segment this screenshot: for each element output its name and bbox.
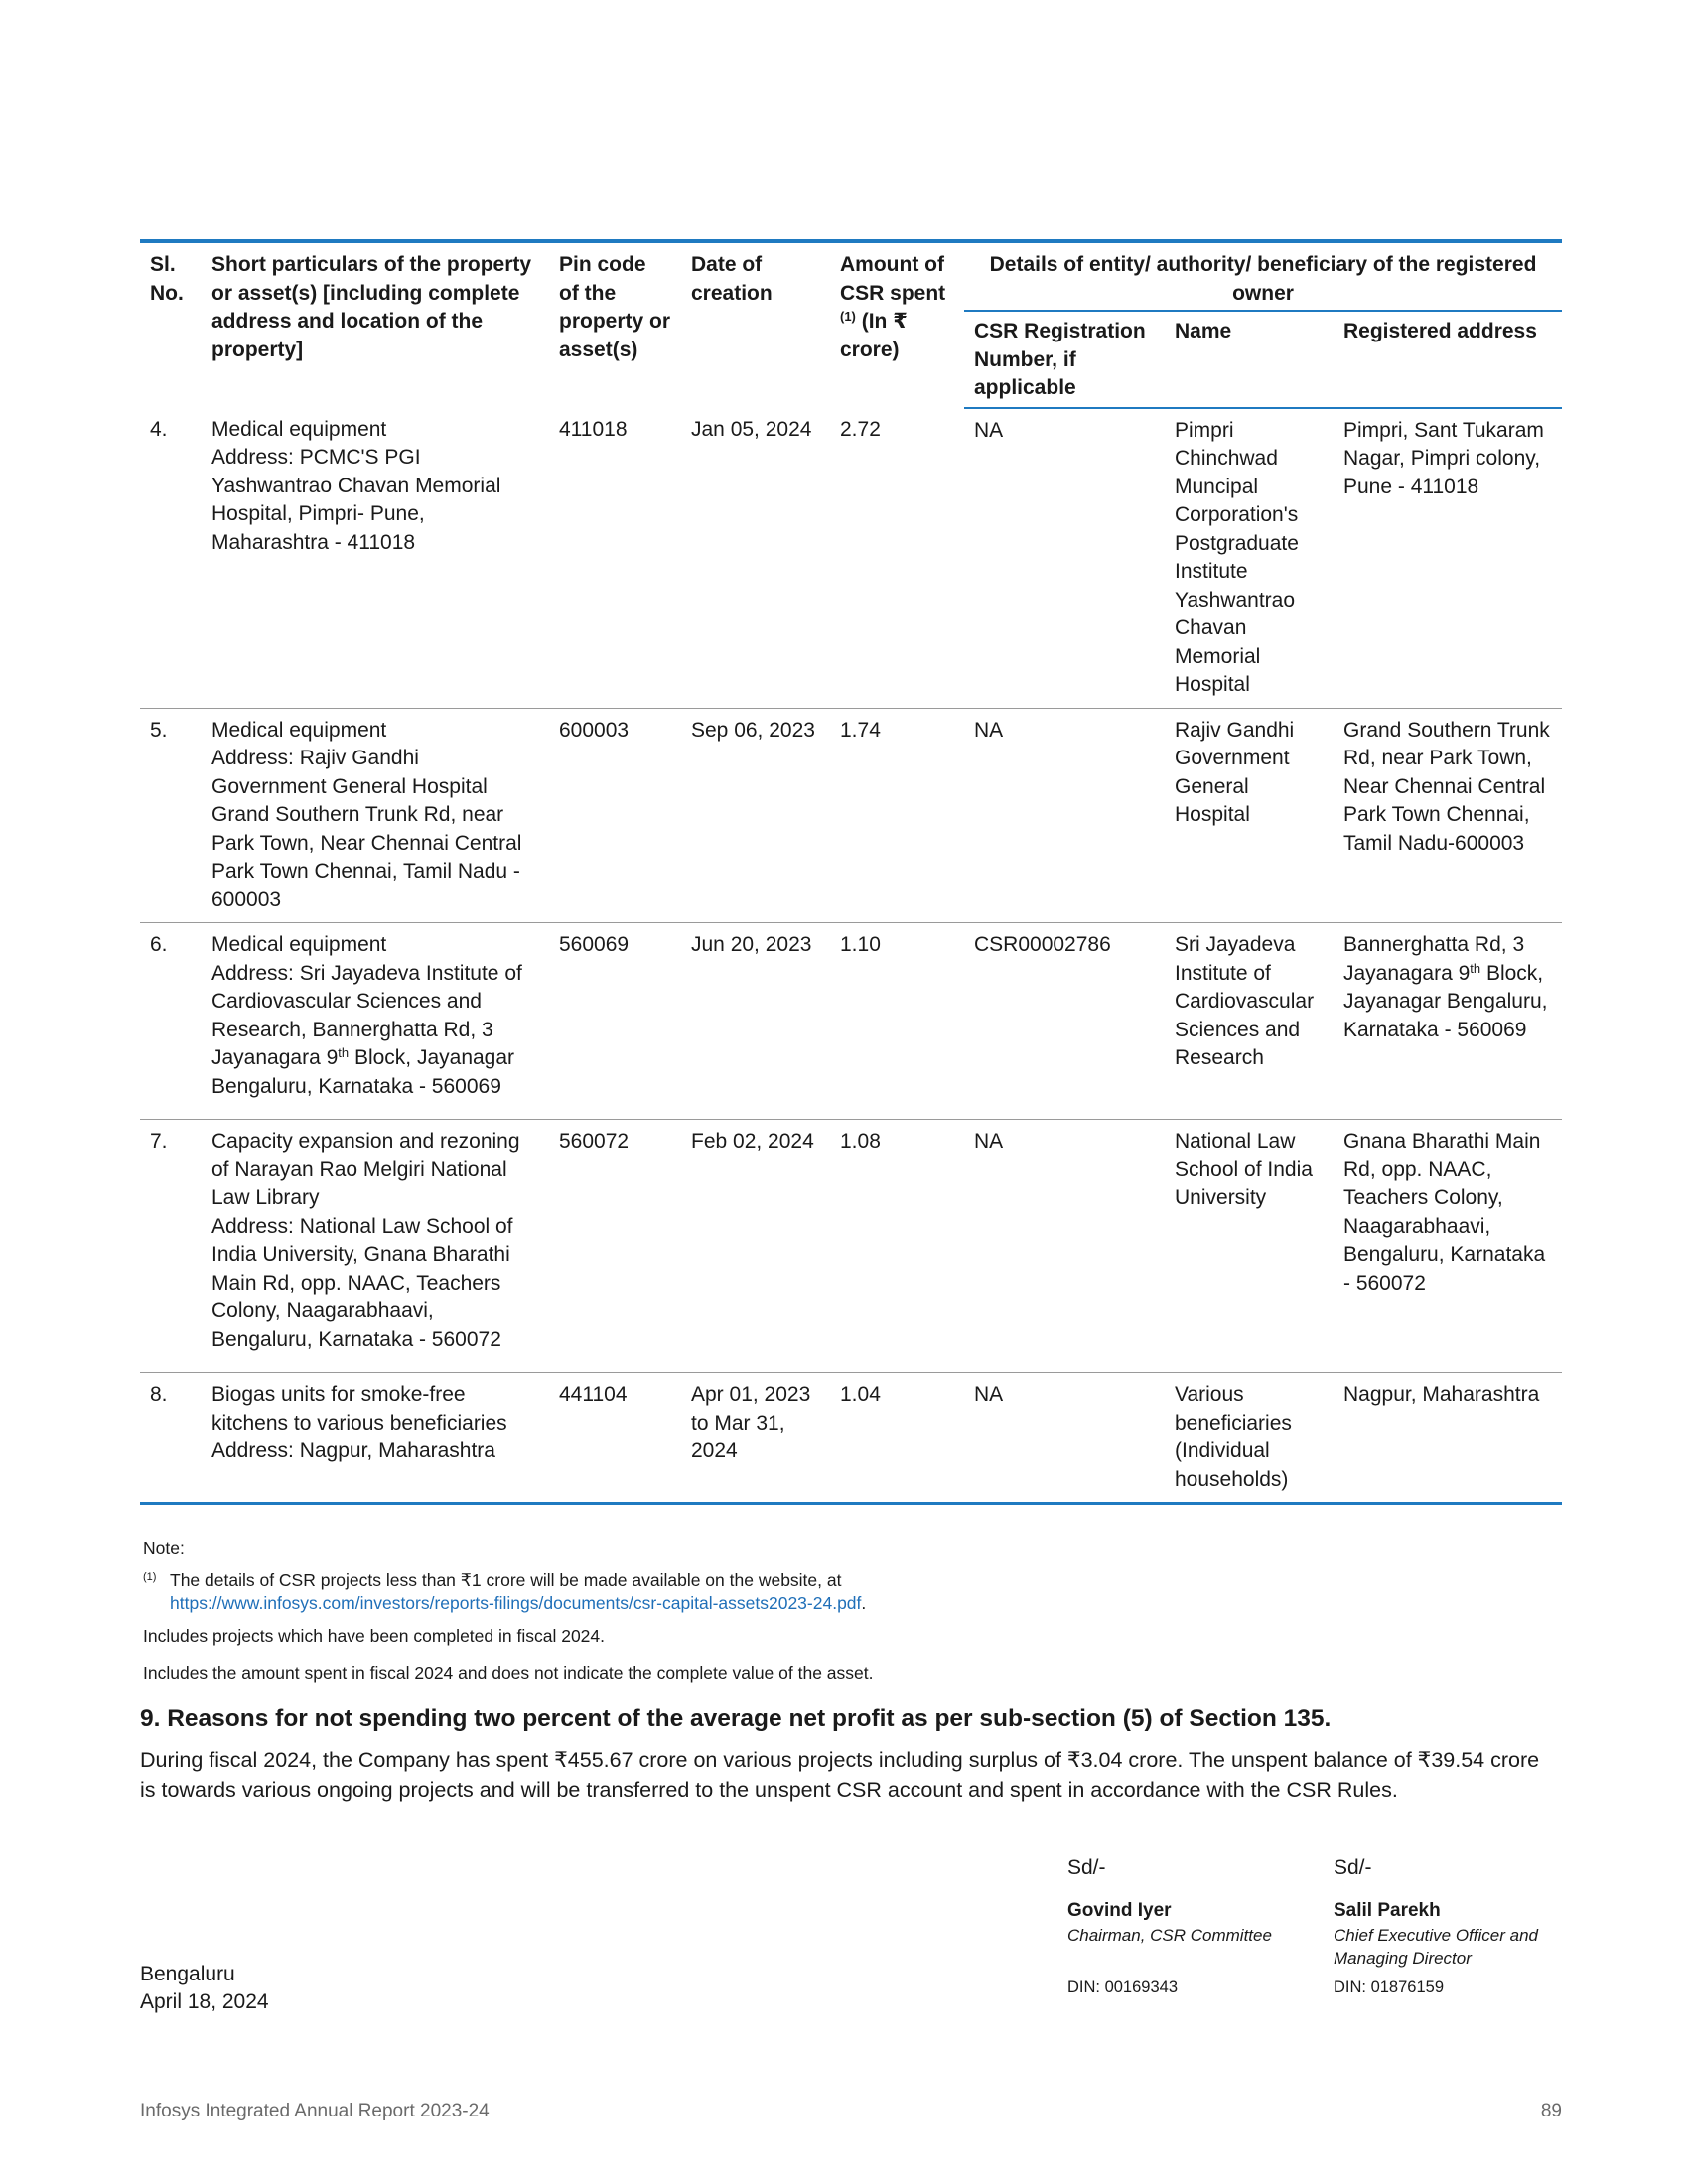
- signatory-name: Salil Parekh: [1334, 1900, 1441, 1921]
- cell-csr-reg: NA: [964, 1120, 1165, 1373]
- cell-date: Apr 01, 2023 to Mar 31, 2024: [681, 1373, 830, 1504]
- table-row: [140, 408, 1562, 709]
- page-number: 89: [1540, 2101, 1562, 2121]
- note-completed-projects: Includes projects which have been completed in fiscal 2024.: [143, 1626, 605, 1646]
- header-date-of-creation: Date of creation: [681, 241, 830, 408]
- cell-csr-reg: NA: [964, 1373, 1165, 1504]
- cell-date: Jan 05, 2024: [681, 408, 830, 709]
- footnote-1: (1) The details of CSR projects less than ₹1 crore will be made available on the website, at https://www.infosys.com/investors/reports-filings/documents/csr-capital-assets2023-24.pdf.: [143, 1570, 1553, 1615]
- signature-mark: Sd/-: [1067, 1856, 1106, 1879]
- signatory-din: DIN: 00169343: [1067, 1979, 1178, 1996]
- header-name: Name: [1165, 311, 1334, 408]
- table-row: [140, 1120, 1562, 1373]
- footnote-marker: (1): [143, 1571, 157, 1583]
- cell-amount: 2.72: [830, 408, 964, 709]
- cell-reg-address: Gnana Bharathi Main Rd, opp. NAAC, Teachers Colony, Naagarabhaavi, Bengaluru, Karnataka - 560072: [1334, 1120, 1562, 1373]
- header-particulars: Short particulars of the property or asset(s) [including complete address and location of the property]: [202, 241, 549, 408]
- cell-csr-reg: NA: [964, 408, 1165, 709]
- note-title: Note:: [143, 1538, 185, 1558]
- cell-name: Various beneficiaries (Individual households): [1165, 1373, 1334, 1504]
- signing-date: April 18, 2024: [140, 1990, 269, 2013]
- cell-reg-address: Grand Southern Trunk Rd, near Park Town, Near Chennai Central Park Town Chennai, Tamil Nadu-600003: [1334, 708, 1562, 923]
- place-and-date: [140, 1961, 269, 2016]
- section-9-heading: 9. Reasons for not spending two percent of the average net profit as per sub-section (5) of Section 135.: [140, 1706, 1332, 1732]
- cell-pin: 600003: [549, 708, 681, 923]
- header-registered-address: Registered address: [1334, 311, 1562, 408]
- csr-capital-assets-table: [140, 239, 1562, 1505]
- section-9-body: During fiscal 2024, the Company has spent ₹455.67 crore on various projects including surplus of ₹3.04 crore. The unspent balance of ₹39.54 crore is towards various ongoing projects and will be transferred to the unspent CSR account and spent in accordance with the CSR Rules.: [140, 1748, 1540, 1802]
- cell-reg-address: Bannerghatta Rd, 3 Jayanagara 9th Block, Jayanagar Bengaluru, Karnataka - 560069: [1334, 923, 1562, 1120]
- header-entity-details: Details of entity/ authority/ beneficiary of the registered owner: [964, 241, 1562, 311]
- cell-name: Sri Jayadeva Institute of Cardiovascular Sciences and Research: [1165, 923, 1334, 1120]
- cell-pin: 441104: [549, 1373, 681, 1504]
- cell-sl: 7.: [140, 1120, 202, 1373]
- cell-reg-address: Nagpur, Maharashtra: [1334, 1373, 1562, 1504]
- header-sl-no: Sl. No.: [140, 241, 202, 408]
- cell-particulars: Medical equipment Address: Sri Jayadeva Institute of Cardiovascular Sciences and Research, Bannerghatta Rd, 3 Jayanagara 9th Block, Jayanagar Bengaluru, Karnataka - 560069: [202, 923, 549, 1120]
- cell-particulars: Medical equipment Address: PCMC'S PGI Yashwantrao Chavan Memorial Hospital, Pimpri- Pune, Maharashtra - 411018: [202, 408, 549, 709]
- cell-date: Feb 02, 2024: [681, 1120, 830, 1373]
- cell-reg-address: Pimpri, Sant Tukaram Nagar, Pimpri colony, Pune - 411018: [1334, 408, 1562, 709]
- cell-date: Jun 20, 2023: [681, 923, 830, 1120]
- signature-block-chairman: [1067, 1856, 1326, 1996]
- cell-name: National Law School of India University: [1165, 1120, 1334, 1373]
- signatory-title: Chief Executive Officer and Managing Director: [1334, 1926, 1538, 1968]
- place-city: Bengaluru: [140, 1963, 235, 1985]
- cell-name: Pimpri Chinchwad Muncipal Corporation's Postgraduate Institute Yashwantrao Chavan Memorial Hospital: [1165, 408, 1334, 709]
- cell-pin: 411018: [549, 408, 681, 709]
- header-csr-registration: CSR Registration Number, if applicable: [964, 311, 1165, 408]
- footnote-text: The details of CSR projects less than ₹1 crore will be made available on the website, at: [170, 1570, 842, 1590]
- signature-mark: Sd/-: [1334, 1856, 1372, 1879]
- table-notes: [143, 1537, 1553, 1699]
- cell-particulars: Biogas units for smoke-free kitchens to various beneficiaries Address: Nagpur, Maharashtra: [202, 1373, 549, 1504]
- csr-assets-link[interactable]: https://www.infosys.com/investors/reports-filings/documents/csr-capital-assets2023-24.pdf: [170, 1593, 862, 1613]
- cell-sl: 5.: [140, 708, 202, 923]
- signatory-title: Chairman, CSR Committee: [1067, 1926, 1272, 1945]
- cell-name: Rajiv Gandhi Government General Hospital: [1165, 708, 1334, 923]
- cell-pin: 560072: [549, 1120, 681, 1373]
- signatory-name: Govind Iyer: [1067, 1900, 1172, 1921]
- table-row: [140, 923, 1562, 1120]
- cell-amount: 1.74: [830, 708, 964, 923]
- table-row: [140, 1373, 1562, 1504]
- signatory-din: DIN: 01876159: [1334, 1979, 1444, 1996]
- cell-sl: 8.: [140, 1373, 202, 1504]
- cell-sl: 4.: [140, 408, 202, 709]
- cell-pin: 560069: [549, 923, 681, 1120]
- cell-csr-reg: CSR00002786: [964, 923, 1165, 1120]
- cell-particulars: Capacity expansion and rezoning of Narayan Rao Melgiri National Law Library Address: National Law School of India University, Gnana Bharathi Main Rd, opp. NAAC, Teachers Colony, Naagarabhaavi, Bengaluru, Karnataka - 560072: [202, 1120, 549, 1373]
- header-amount: Amount of CSR spent $^{(1)}$ (In ₹ crore): [830, 241, 964, 408]
- table-row: [140, 708, 1562, 923]
- cell-date: Sep 06, 2023: [681, 708, 830, 923]
- footer-report-title: Infosys Integrated Annual Report 2023-24: [140, 2101, 490, 2121]
- signature-block-ceo: [1334, 1856, 1592, 1996]
- cell-particulars: Medical equipment Address: Rajiv Gandhi Government General Hospital Grand Southern Trunk Rd, near Park Town, Near Chennai Central Park Town Chennai, Tamil Nadu - 600003: [202, 708, 549, 923]
- cell-amount: 1.08: [830, 1120, 964, 1373]
- header-pin-code: Pin code of the property or asset(s): [549, 241, 681, 408]
- cell-sl: 6.: [140, 923, 202, 1120]
- cell-csr-reg: NA: [964, 708, 1165, 923]
- cell-amount: 1.04: [830, 1373, 964, 1504]
- note-amount-spent: Includes the amount spent in fiscal 2024 and does not indicate the complete value of the asset.: [143, 1663, 874, 1683]
- cell-amount: 1.10: [830, 923, 964, 1120]
